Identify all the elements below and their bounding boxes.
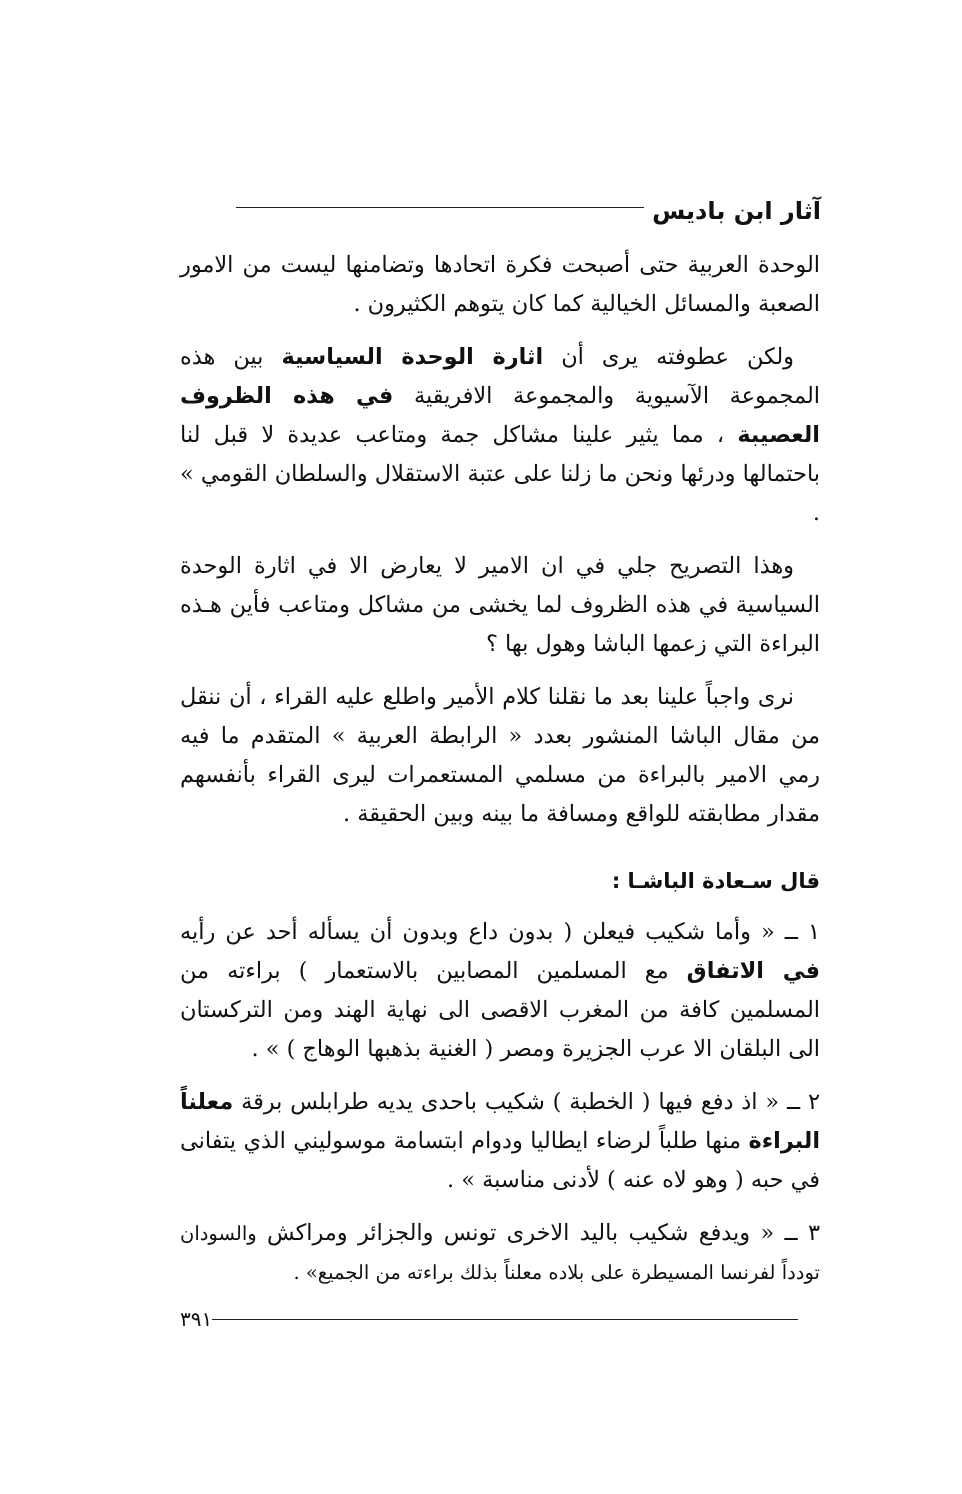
page-footer [180,1304,822,1334]
quote-1 [180,913,820,1069]
page-body [180,246,820,1306]
paragraph-2-bold-b: في هذه الظروف العصيبة [180,383,820,448]
paragraph-3 [180,547,820,664]
paragraph-2-text-c: ، مما يثير علينا مشاكل جمة ومتاعب عديدة لا قبل لنا باحتمالها ودرئها ونحن ما زلنا على عتبة الاستقلال والسلطان القومي » . [180,422,820,526]
quote-2-text-a: ٢ ــ « اذ دفع فيها ( الخطبة ) شكيب باحدى يديه طرابلس برقة [233,1089,820,1115]
quote-3-text-b: والسودان تودداً لفرنسا المسيطرة على بلاده معلناً بذلك براءته من الجميع» . [180,1222,820,1284]
paragraph-4-text: نرى واجباً علينا بعد ما نقلنا كلام الأمير واطلع عليه القراء ، أن ننقل من مقال الباشا المنشور بعدد « الرابطة العربية » المتقدم ما فيه رمي الامير بالبراءة من مسلمي المستعمرات ليرى القراء بأنفسهم مقدار مطابقته للواقع ومسافة ما بينه وبين الحقيقة . [180,684,820,827]
page-number: ٣٩١ [180,1307,213,1331]
quote-2-bold: معلناً البراءة [180,1089,820,1154]
quote-3-text-a: ٣ ــ « ويدفع شكيب باليد الاخرى تونس والجزائر ومراكش [256,1220,820,1246]
running-header [236,193,821,229]
quote-2 [180,1083,820,1200]
paragraph-2 [180,338,820,533]
quote-1-text-a: ١ ــ « وأما شكيب فيعلن ( بدون داع وبدون أن يسأله أحد عن رأيه [180,919,820,945]
paragraph-4 [180,678,820,834]
paragraph-1-text: الوحدة العربية حتى أصبحت فكرة اتحادها وتضامنها ليست من الامور الصعبة والمسائل الخيالية كما كان يتوهم الكثيرون . [180,252,820,317]
quote-3 [180,1214,820,1292]
footer-rule [212,1319,798,1320]
book-title: آثار ابن باديس [652,197,821,225]
paragraph-2-text-b: بين هذه المجموعة الآسيوية والمجموعة الافريقية [180,344,820,409]
quote-1-text-b: مع المسلمين المصابين بالاستعمار ) براءته من المسلمين كافة من المغرب الاقصى الى نهاية الهند ومن التركستان الى البلقان الا عرب الجزيرة ومصر ( الغنية بذهبها الوهاج ) » . [180,958,820,1062]
section-heading: قال سـعادة الباشـا : [611,869,820,893]
quote-2-text-b: منها طلباً لرضاء ايطاليا ودوام ابتسامة موسوليني الذي يتفانى في حبه ( وهو لاه عنه ) لأدنى مناسبة » . [180,1128,820,1193]
paragraph-3-text: وهذا التصريح جلي في ان الامير لا يعارض الا في اثارة الوحدة السياسية في هذه الظروف لما يخشى من مشاكل ومتاعب فأين هـذه البراءة التي زعمها الباشا وهول بها ؟ [180,553,820,657]
paragraph-2-text-a: ولكن عطوفته يرى أن [543,344,794,370]
header-rule [236,207,644,208]
paragraph-2-bold-a: اثارة الوحدة السياسية [281,344,544,370]
paragraph-1 [180,246,820,324]
quote-1-bold: في الاتفاق [686,958,821,984]
